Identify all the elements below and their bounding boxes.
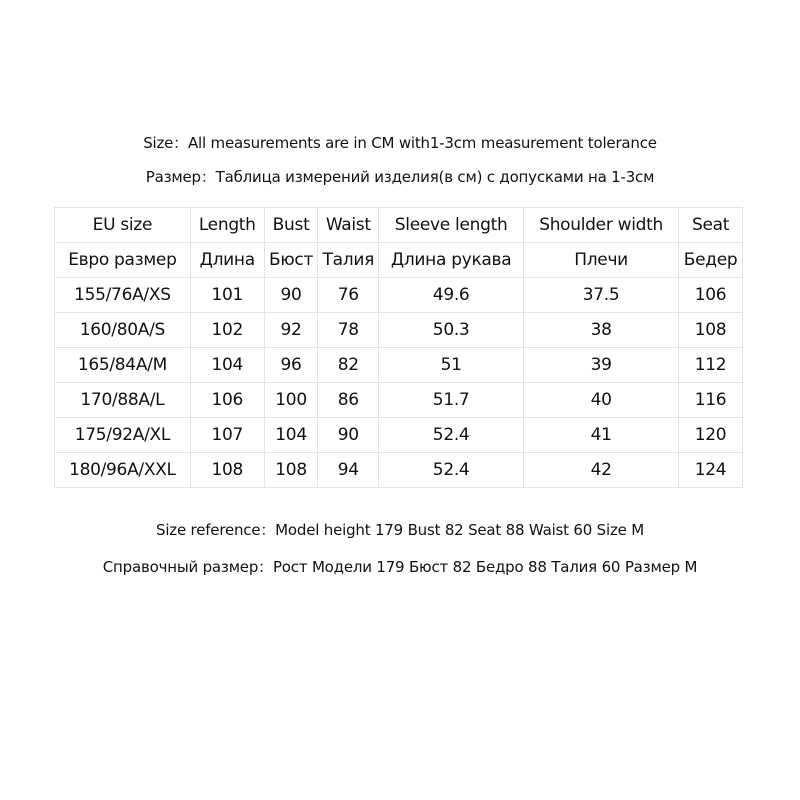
waist-cell: 78 (318, 313, 379, 348)
bust-cell: 92 (264, 313, 318, 348)
table-row (55, 278, 743, 313)
header-row-russian (55, 243, 743, 278)
length-cell: 107 (190, 418, 264, 453)
size-reference-english: Size reference：Model height 179 Bust 82 Seat 88 Waist 60 Size M (156, 521, 644, 539)
size-cell: 175/92A/XL (55, 418, 191, 453)
header-cell: Бюст (264, 243, 318, 278)
sleeve-length-cell: 51 (379, 348, 524, 383)
header-cell: Талия (318, 243, 379, 278)
shoulder-width-cell: 39 (524, 348, 679, 383)
header-cell: EU size (55, 208, 191, 243)
table-row (55, 348, 743, 383)
seat-cell: 120 (679, 418, 743, 453)
sleeve-length-cell: 50.3 (379, 313, 524, 348)
table-row (55, 418, 743, 453)
seat-cell: 106 (679, 278, 743, 313)
header-cell: Евро размер (55, 243, 191, 278)
size-cell: 170/88A/L (55, 383, 191, 418)
waist-cell: 76 (318, 278, 379, 313)
size-reference-russian: Справочный размер：Рост Модели 179 Бюст 82 Бедро 88 Талия 60 Размер М (102, 558, 698, 576)
seat-cell: 124 (679, 453, 743, 488)
header-cell: Seat (679, 208, 743, 243)
size-cell: 165/84A/M (55, 348, 191, 383)
table-row (55, 313, 743, 348)
length-cell: 102 (190, 313, 264, 348)
size-cell: 155/76A/XS (55, 278, 191, 313)
sleeve-length-cell: 51.7 (379, 383, 524, 418)
sleeve-length-cell: 52.4 (379, 453, 524, 488)
bust-cell: 104 (264, 418, 318, 453)
bust-cell: 108 (264, 453, 318, 488)
sleeve-length-cell: 49.6 (379, 278, 524, 313)
measurement-note-russian: Размер：Таблица измерений изделия(в см) с допусками на 1-3см (145, 168, 655, 186)
size-chart-table (54, 207, 743, 488)
header-cell: Waist (318, 208, 379, 243)
seat-cell: 116 (679, 383, 743, 418)
seat-cell: 112 (679, 348, 743, 383)
size-cell: 180/96A/XXL (55, 453, 191, 488)
header-cell: Shoulder width (524, 208, 679, 243)
length-cell: 104 (190, 348, 264, 383)
shoulder-width-cell: 40 (524, 383, 679, 418)
table-row (55, 383, 743, 418)
sleeve-length-cell: 52.4 (379, 418, 524, 453)
shoulder-width-cell: 42 (524, 453, 679, 488)
waist-cell: 90 (318, 418, 379, 453)
length-cell: 108 (190, 453, 264, 488)
header-cell: Bust (264, 208, 318, 243)
size-cell: 160/80A/S (55, 313, 191, 348)
bust-cell: 100 (264, 383, 318, 418)
bust-cell: 90 (264, 278, 318, 313)
measurement-note-english: Size：All measurements are in CM with1-3cm measurement tolerance (143, 134, 657, 152)
header-cell: Sleeve length (379, 208, 524, 243)
header-cell: Длина (190, 243, 264, 278)
length-cell: 101 (190, 278, 264, 313)
waist-cell: 86 (318, 383, 379, 418)
bust-cell: 96 (264, 348, 318, 383)
shoulder-width-cell: 37.5 (524, 278, 679, 313)
waist-cell: 82 (318, 348, 379, 383)
header-cell: Length (190, 208, 264, 243)
shoulder-width-cell: 41 (524, 418, 679, 453)
seat-cell: 108 (679, 313, 743, 348)
header-cell: Плечи (524, 243, 679, 278)
table-row (55, 453, 743, 488)
shoulder-width-cell: 38 (524, 313, 679, 348)
length-cell: 106 (190, 383, 264, 418)
header-cell: Длина рукава (379, 243, 524, 278)
waist-cell: 94 (318, 453, 379, 488)
header-cell: Бедер (679, 243, 743, 278)
header-row-english (55, 208, 743, 243)
